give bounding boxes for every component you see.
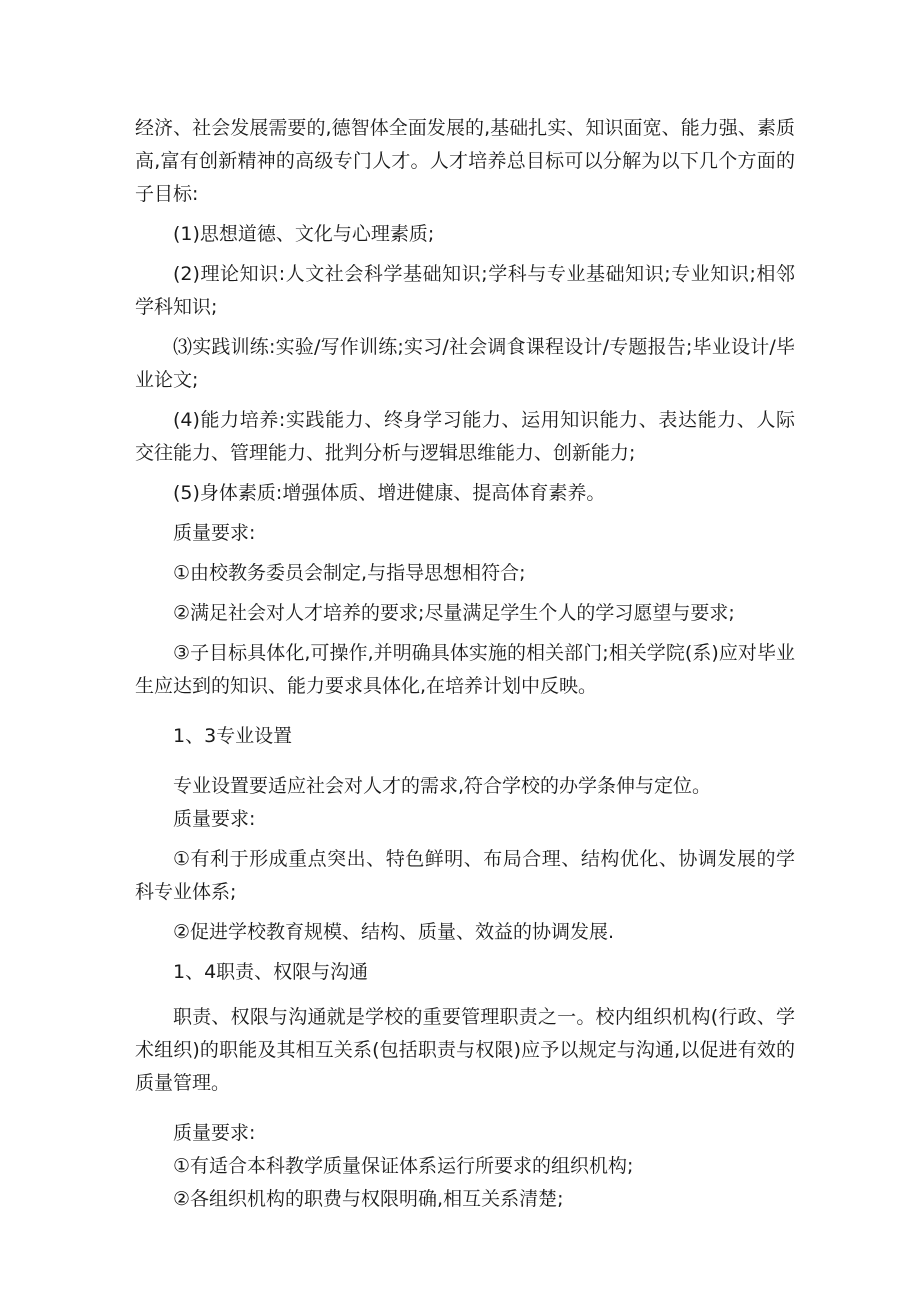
section-heading-major: 1、3专业设置 (173, 725, 293, 747)
list-item-practice: ⑶实践训练:实验/写作训练;实习/社会调食课程设计/专题报告;毕业设计/毕业论文; (135, 336, 795, 391)
list-item-physical: (5)身体素质:增强体质、增进健康、提高体育素养。 (173, 482, 606, 504)
list-item-ability: (4)能力培养:实践能力、终身学习能力、运用知识能力、表达能力、人际交往能力、管理能力、批判分析与逻辑思维能力、创新能力; (135, 409, 795, 464)
requirement-item: ③子目标具体化,可操作,并明确具体实施的相关部门;相关学院(系)应对毕业生应达到的知识、能力要求具体化,在培养计划中反映。 (135, 642, 795, 697)
paragraph-duty: 职责、权限与沟通就是学校的重要管理职责之一。校内组织机构(行政、学术组织)的职能及其相互关系(包括职责与权限)应予以规定与沟通,以促进有效的质量管理。 (135, 1006, 795, 1094)
section-heading-duty: 1、4职责、权限与沟通 (173, 961, 369, 983)
quality-heading: 质量要求: (173, 808, 256, 830)
requirement-item: ②各组织机构的职费与权限明确,相互关系清楚; (173, 1188, 564, 1210)
quality-heading: 质量要求: (173, 1122, 256, 1144)
document-body (135, 112, 795, 1216)
requirement-item: ①有利于形成重点突出、特色鲜明、布局合理、结构优化、协调发展的学科专业体系; (135, 848, 795, 903)
list-item-moral: (1)思想道德、文化与心理素质; (173, 223, 435, 245)
list-item-theory: (2)理论知识:人文社会科学基础知识;学科与专业基础知识;专业知识;相邻学科知识; (135, 263, 795, 318)
requirement-item: ②满足社会对人才培养的要求;尽量满足学生个人的学习愿望与要求; (173, 602, 735, 624)
requirement-item: ①有适合本科教学质量保证体系运行所要求的组织机构; (173, 1155, 634, 1177)
requirement-item: ①由校教务委员会制定,与指导思想相符合; (173, 562, 526, 584)
paragraph-goal-intro: 经济、社会发展需要的,德智体全面发展的,基础扎实、知识面宽、能力强、素质高,富有创新精神的高级专门人才。人才培养总目标可以分解为以下几个方面的子目标: (135, 117, 795, 205)
quality-heading: 质量要求: (173, 522, 256, 544)
paragraph-major: 专业设置要适应社会对人才的需求,符合学校的办学条伸与定位。 (173, 775, 712, 797)
requirement-item: ②促进学校教育规模、结构、质量、效益的协调发展. (173, 921, 615, 943)
